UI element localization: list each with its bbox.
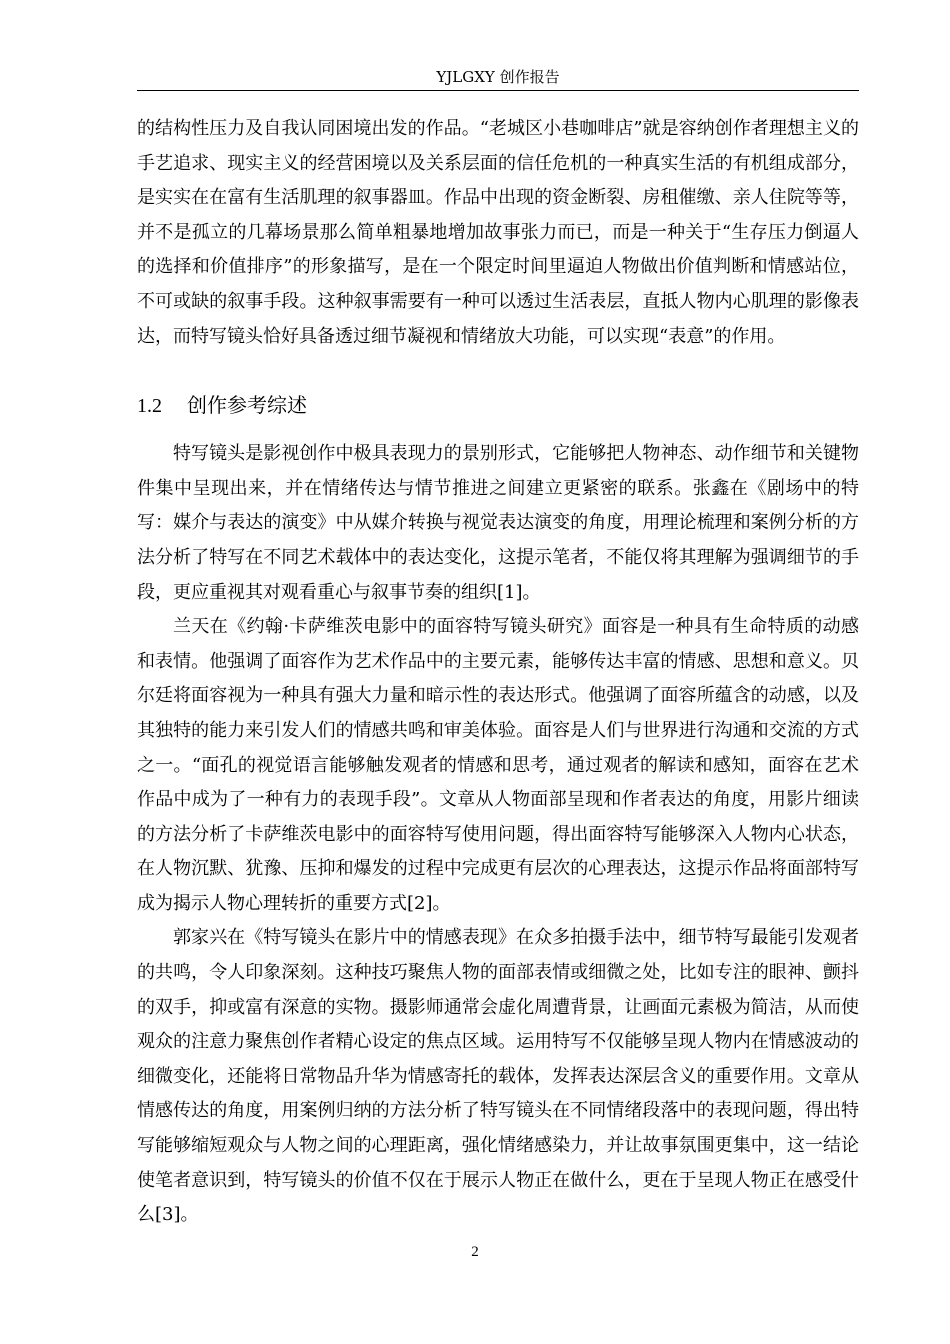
paragraph-lan-tian: 兰天在《约翰·卡萨维茨电影中的面容特写镜头研究》面容是一种具有生命特质的动感和表情。他强调了面容作为艺术作品中的主要元素，能够传达丰富的情感、思想和意义。贝尔廷将面容视为一种具有强大力量和暗示性的表达形式。他强调了面容所蕴含的动感，以及其独特的能力来引发人们的情感共鸣和审美体验。面容是人们与世界进行沟通和交流的方式之一。“面孔的视觉语言能够触发观者的情感和思考，通过观者的解读和感知，面容在艺术作品中成为了一种有力的表现手段”。文章从人物面部呈现和作者表达的角度，用影片细读的方法分析了卡萨维茨电影中的面容特写使用问题，得出面容特写能够深入人物内心状态，在人物沉默、犹豫、压抑和爆发的过程中完成更有层次的心理表达，这提示作品将面部特写成为揭示人物心理转折的重要方式[2]。 bbox=[137, 616, 859, 914]
page-header bbox=[137, 64, 859, 91]
header-title: YJLGXY 创作报告 bbox=[436, 68, 560, 86]
paragraph-zhang-xin: 特写镜头是影视创作中极具表现力的景别形式，它能够把人物神态、动作细节和关键物件集中呈现出来，并在情绪传达与情节推进之间建立更紧密的联系。张鑫在《剧场中的特写：媒介与表达的演变》中从媒介转换与视觉表达演变的角度，用理论梳理和案例分析的方法分析了特写在不同艺术载体中的表达变化，这提示笔者，不能仅将其理解为强调细节的手段，更应重视其对观看重心与叙事节奏的组织[1]。 bbox=[137, 443, 859, 603]
intro-paragraph: 的结构性压力及自我认同困境出发的作品。“老城区小巷咖啡店”就是容纳创作者理想主义的手艺追求、现实主义的经营困境以及关系层面的信任危机的一种真实生活的有机组成部分，是实实在在富有生活肌理的叙事器皿。作品中出现的资金断裂、房租催缴、亲人住院等等，并不是孤立的几幕场景那么简单粗暴地增加故事张力而已，而是一种关于“生存压力倒逼人的选择和价值排序”的形象描写，是在一个限定时间里逼迫人物做出价值判断和情感站位，不可或缺的叙事手段。这种叙事需要有一种可以透过生活表层，直抵人物内心肌理的影像表达，而特写镜头恰好具备透过细节凝视和情绪放大功能，可以实现“表意”的作用。 bbox=[137, 118, 859, 347]
document-body bbox=[137, 112, 859, 1233]
paragraph-guo-jiaxing: 郭家兴在《特写镜头在影片中的情感表现》在众多拍摄手法中，细节特写最能引发观者的共鸣，令人印象深刻。这种技巧聚焦人物的面部表情或细微之处，比如专注的眼神、颤抖的双手，抑或富有深意的实物。摄影师通常会虚化周遭背景，让画面元素极为简洁，从而使观众的注意力聚焦创作者精心设定的焦点区域。运用特写不仅能够呈现人物内在情感波动的细微变化，还能将日常物品升华为情感寄托的载体，发挥表达深层含义的重要作用。文章从情感传达的角度，用案例归纳的方法分析了特写镜头在不同情绪段落中的表现问题，得出特写能够缩短观众与人物之间的心理距离，强化情绪感染力，并让故事氛围更集中，这一结论使笔者意识到，特写镜头的价值不仅在于展示人物正在做什么，更在于呈现人物正在感受什么[3]。 bbox=[137, 927, 859, 1226]
section-title: 创作参考综述 bbox=[187, 393, 307, 418]
page-number: 2 bbox=[471, 1244, 479, 1260]
section-heading bbox=[137, 388, 859, 423]
section-number: 1.2 bbox=[137, 395, 162, 418]
